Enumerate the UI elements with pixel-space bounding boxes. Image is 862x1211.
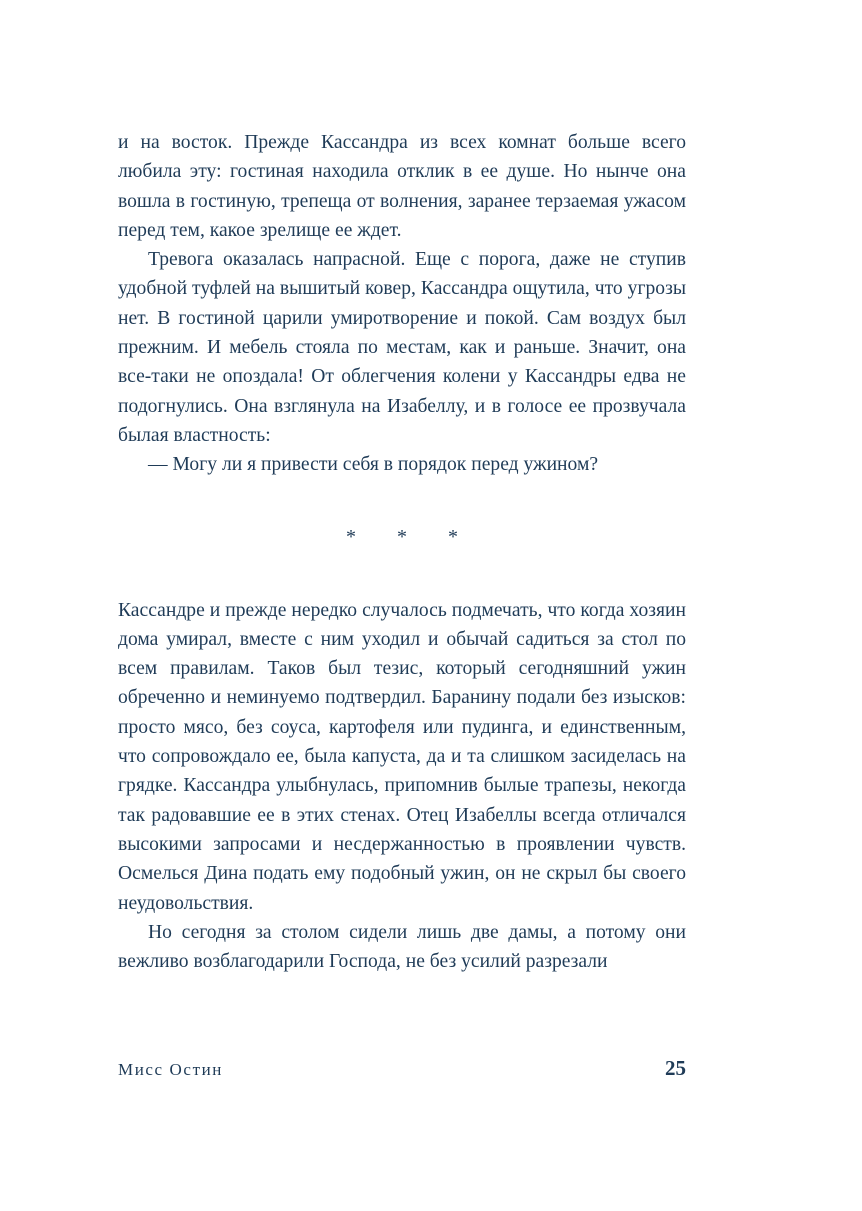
paragraph: Тревога оказалась напрасной. Еще с порога, даже не ступив удобной туфлей на вышитый ковер, Кассандра ощутила, что угрозы нет. В гостиной царили умиротворение и покой. Сам воздух был прежним. И мебель стояла по местам, как и раньше. Значит, она все-таки не опоздала! От облегчения колени у Кассандры едва не подогнулись. Она взглянула на Изабеллу, и в голосе ее прозвучала былая властность:: [118, 249, 686, 446]
dialogue-line: — Могу ли я привести себя в порядок перед ужином?: [148, 454, 599, 476]
paragraph: Кассандре и прежде нередко случалось подмечать, что когда хозяин дома умирал, вместе с ним уходил и обычай садиться за стол по всем правилам. Таков был тезис, который сегодняшний ужин обреченно и неминуемо подтвердил. Баранину подали без изысков: просто мясо, без соуса, картофеля или пудинга, и единственным, что сопровождало ее, была капуста, да и та слишком засиделась на грядке. Кассандра улыбнулась, припомнив былые трапезы, некогда так радовавшие ее в этих стенах. Отец Изабеллы всегда отличался высокими запросами и несдержанностью в проявлении чувств. Осмелься Дина подать ему подобный ужин, он не скрыл бы своего неудовольствия.: [118, 599, 686, 914]
page-footer: [118, 1056, 686, 1081]
paragraph: Но сегодня за столом сидели лишь две дамы, а потому они вежливо возблагодарили Господа, не без усилий разрезали: [118, 921, 686, 973]
page-body: [118, 128, 686, 976]
section-separator: * * *: [346, 525, 476, 548]
page-number: 25: [665, 1056, 686, 1080]
book-title: Мисс Остин: [118, 1060, 224, 1079]
paragraph: и на восток. Прежде Кассандра из всех комнат больше всего любила эту: гостиная находила отклик в ее душе. Но нынче она вошла в гостиную, трепеща от волнения, заранее терзаемая ужасом перед тем, какое зрелище ее ждет.: [118, 132, 686, 241]
